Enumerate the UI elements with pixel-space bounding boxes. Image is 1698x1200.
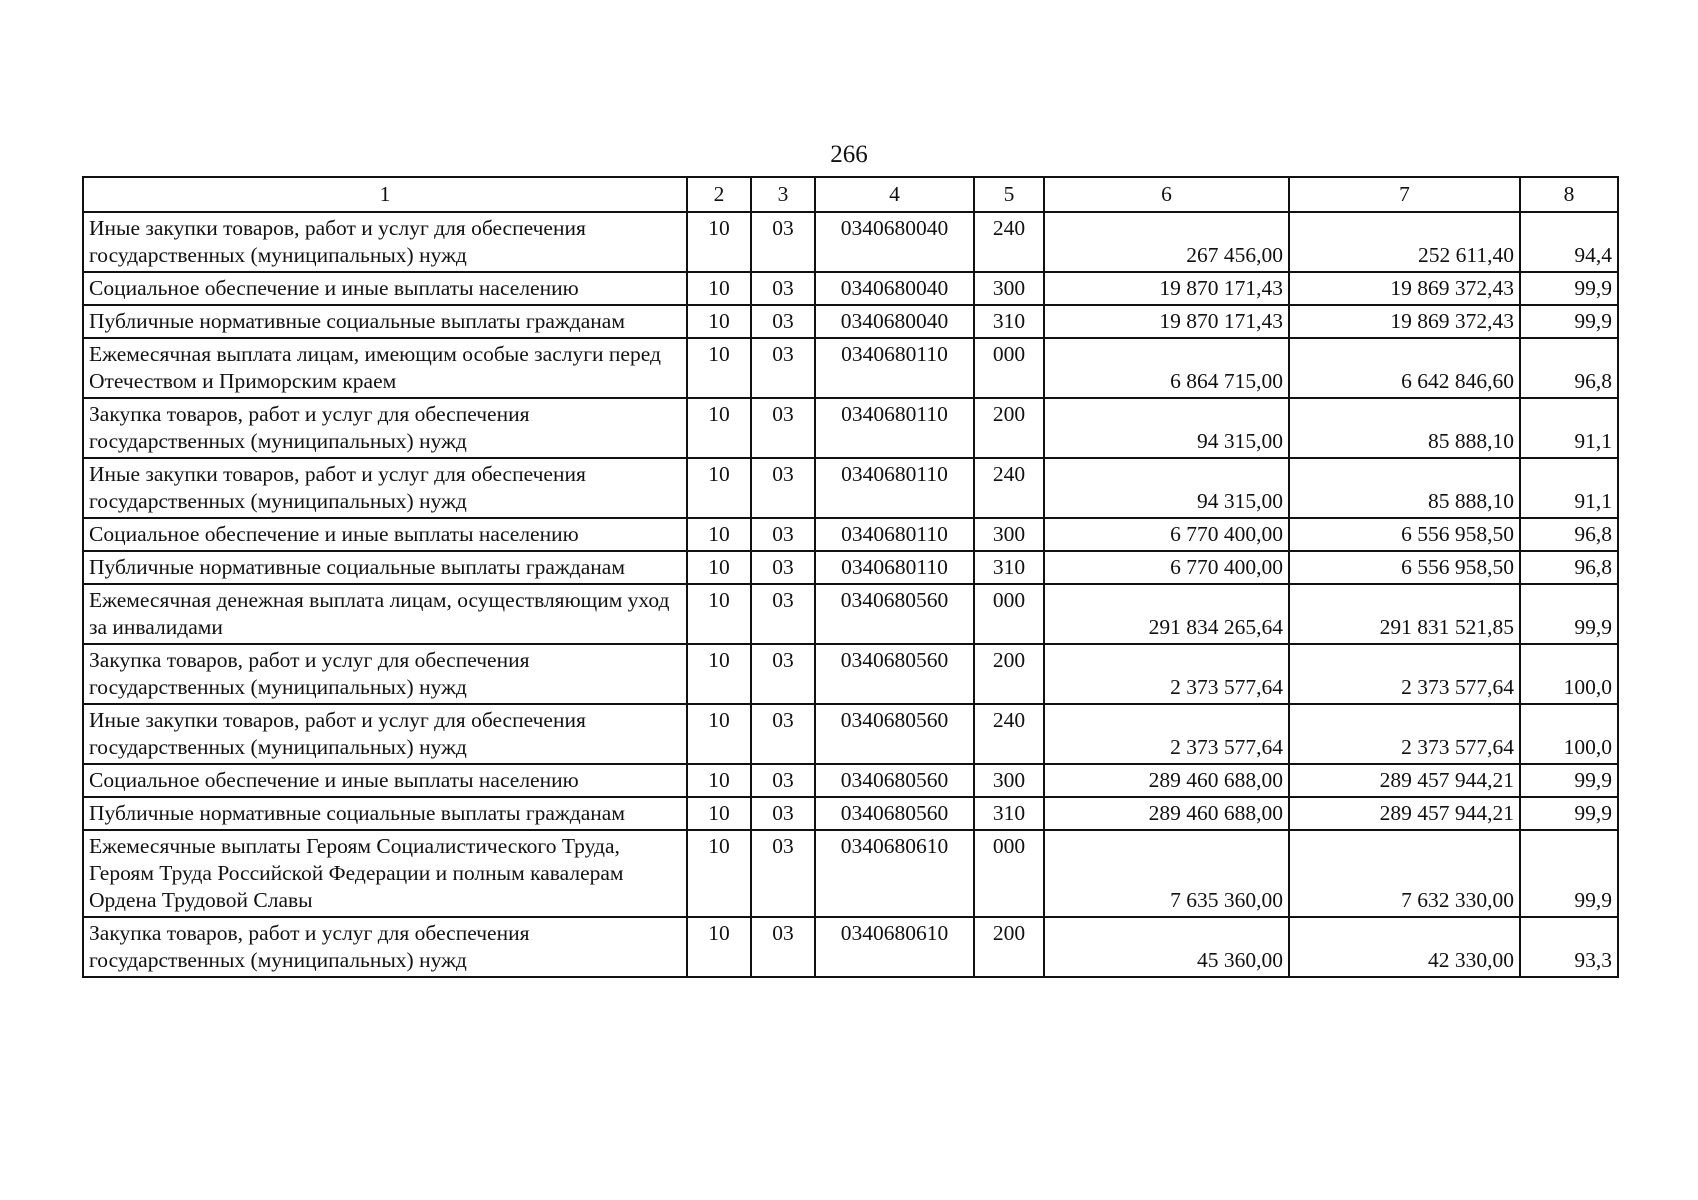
- execution-percent-cell: 96,8: [1520, 518, 1618, 551]
- target-article-cell: 0340680110: [815, 518, 974, 551]
- plan-amount-cell: 6 770 400,00: [1044, 551, 1289, 584]
- subsection-code-cell: 03: [751, 764, 815, 797]
- target-article-cell: 0340680560: [815, 797, 974, 830]
- execution-percent-cell: 99,9: [1520, 272, 1618, 305]
- subsection-code-cell: 03: [751, 644, 815, 704]
- section-code-cell: 10: [687, 644, 751, 704]
- section-code-cell: 10: [687, 398, 751, 458]
- subsection-code-cell: 03: [751, 584, 815, 644]
- target-article-cell: 0340680110: [815, 398, 974, 458]
- actual-amount-cell: 7 632 330,00: [1289, 830, 1520, 917]
- table-row: [83, 518, 1618, 551]
- plan-amount-cell: 94 315,00: [1044, 398, 1289, 458]
- section-code-cell: 10: [687, 212, 751, 272]
- header-cell: 2: [687, 177, 751, 212]
- header-cell: 7: [1289, 177, 1520, 212]
- subsection-code-cell: 03: [751, 305, 815, 338]
- execution-percent-cell: 99,9: [1520, 305, 1618, 338]
- subsection-code-cell: 03: [751, 917, 815, 977]
- row-name-cell: Ежемесячная выплата лицам, имеющим особые заслуги перед Отечеством и Приморским краем: [83, 338, 687, 398]
- row-name-cell: Публичные нормативные социальные выплаты гражданам: [83, 305, 687, 338]
- row-name-cell: Социальное обеспечение и иные выплаты населению: [83, 764, 687, 797]
- execution-percent-cell: 93,3: [1520, 917, 1618, 977]
- actual-amount-cell: 252 611,40: [1289, 212, 1520, 272]
- actual-amount-cell: 6 642 846,60: [1289, 338, 1520, 398]
- section-code-cell: 10: [687, 458, 751, 518]
- plan-amount-cell: 6 864 715,00: [1044, 338, 1289, 398]
- plan-amount-cell: 19 870 171,43: [1044, 272, 1289, 305]
- plan-amount-cell: 7 635 360,00: [1044, 830, 1289, 917]
- subsection-code-cell: 03: [751, 212, 815, 272]
- expense-type-cell: 240: [974, 458, 1044, 518]
- target-article-cell: 0340680560: [815, 584, 974, 644]
- subsection-code-cell: 03: [751, 398, 815, 458]
- target-article-cell: 0340680110: [815, 458, 974, 518]
- subsection-code-cell: 03: [751, 272, 815, 305]
- target-article-cell: 0340680040: [815, 272, 974, 305]
- actual-amount-cell: 85 888,10: [1289, 458, 1520, 518]
- row-name-cell: Публичные нормативные социальные выплаты гражданам: [83, 797, 687, 830]
- expense-type-cell: 240: [974, 212, 1044, 272]
- section-code-cell: 10: [687, 917, 751, 977]
- execution-percent-cell: 91,1: [1520, 458, 1618, 518]
- section-code-cell: 10: [687, 764, 751, 797]
- actual-amount-cell: 6 556 958,50: [1289, 518, 1520, 551]
- expense-type-cell: 310: [974, 797, 1044, 830]
- plan-amount-cell: 6 770 400,00: [1044, 518, 1289, 551]
- actual-amount-cell: 2 373 577,64: [1289, 704, 1520, 764]
- table-row: [83, 458, 1618, 518]
- actual-amount-cell: 6 556 958,50: [1289, 551, 1520, 584]
- actual-amount-cell: 2 373 577,64: [1289, 644, 1520, 704]
- section-code-cell: 10: [687, 797, 751, 830]
- row-name-cell: Публичные нормативные социальные выплаты гражданам: [83, 551, 687, 584]
- section-code-cell: 10: [687, 518, 751, 551]
- plan-amount-cell: 19 870 171,43: [1044, 305, 1289, 338]
- target-article-cell: 0340680610: [815, 917, 974, 977]
- execution-percent-cell: 99,9: [1520, 584, 1618, 644]
- table-row: [83, 398, 1618, 458]
- subsection-code-cell: 03: [751, 518, 815, 551]
- target-article-cell: 0340680110: [815, 551, 974, 584]
- subsection-code-cell: 03: [751, 338, 815, 398]
- actual-amount-cell: 19 869 372,43: [1289, 305, 1520, 338]
- table-row: [83, 797, 1618, 830]
- plan-amount-cell: 291 834 265,64: [1044, 584, 1289, 644]
- section-code-cell: 10: [687, 584, 751, 644]
- actual-amount-cell: 85 888,10: [1289, 398, 1520, 458]
- execution-percent-cell: 99,9: [1520, 797, 1618, 830]
- expense-type-cell: 200: [974, 917, 1044, 977]
- execution-percent-cell: 91,1: [1520, 398, 1618, 458]
- expense-type-cell: 000: [974, 338, 1044, 398]
- execution-percent-cell: 100,0: [1520, 644, 1618, 704]
- header-cell: 8: [1520, 177, 1618, 212]
- table-row: [83, 212, 1618, 272]
- table-row: [83, 584, 1618, 644]
- plan-amount-cell: 94 315,00: [1044, 458, 1289, 518]
- target-article-cell: 0340680560: [815, 764, 974, 797]
- expense-type-cell: 200: [974, 398, 1044, 458]
- actual-amount-cell: 19 869 372,43: [1289, 272, 1520, 305]
- table-row: [83, 551, 1618, 584]
- expense-type-cell: 300: [974, 272, 1044, 305]
- section-code-cell: 10: [687, 830, 751, 917]
- budget-table-body: [83, 177, 1618, 977]
- plan-amount-cell: 267 456,00: [1044, 212, 1289, 272]
- row-name-cell: Иные закупки товаров, работ и услуг для обеспечения государственных (муниципальных) нужд: [83, 212, 687, 272]
- table-row: [83, 704, 1618, 764]
- subsection-code-cell: 03: [751, 704, 815, 764]
- actual-amount-cell: 289 457 944,21: [1289, 797, 1520, 830]
- section-code-cell: 10: [687, 272, 751, 305]
- execution-percent-cell: 99,9: [1520, 830, 1618, 917]
- actual-amount-cell: 291 831 521,85: [1289, 584, 1520, 644]
- row-name-cell: Ежемесячные выплаты Героям Социалистического Труда, Героям Труда Российской Федерации и полным кавалерам Ордена Трудовой Славы: [83, 830, 687, 917]
- execution-percent-cell: 96,8: [1520, 551, 1618, 584]
- execution-percent-cell: 100,0: [1520, 704, 1618, 764]
- row-name-cell: Иные закупки товаров, работ и услуг для обеспечения государственных (муниципальных) нужд: [83, 704, 687, 764]
- budget-table: [82, 176, 1619, 978]
- subsection-code-cell: 03: [751, 458, 815, 518]
- execution-percent-cell: 96,8: [1520, 338, 1618, 398]
- row-name-cell: Социальное обеспечение и иные выплаты населению: [83, 518, 687, 551]
- page-number: 266: [830, 141, 868, 168]
- row-name-cell: Ежемесячная денежная выплата лицам, осуществляющим уход за инвалидами: [83, 584, 687, 644]
- section-code-cell: 10: [687, 338, 751, 398]
- target-article-cell: 0340680040: [815, 212, 974, 272]
- section-code-cell: 10: [687, 551, 751, 584]
- plan-amount-cell: 289 460 688,00: [1044, 764, 1289, 797]
- header-cell: 3: [751, 177, 815, 212]
- subsection-code-cell: 03: [751, 797, 815, 830]
- target-article-cell: 0340680110: [815, 338, 974, 398]
- table-row: [83, 338, 1618, 398]
- plan-amount-cell: 289 460 688,00: [1044, 797, 1289, 830]
- execution-percent-cell: 94,4: [1520, 212, 1618, 272]
- section-code-cell: 10: [687, 305, 751, 338]
- row-name-cell: Социальное обеспечение и иные выплаты населению: [83, 272, 687, 305]
- plan-amount-cell: 45 360,00: [1044, 917, 1289, 977]
- table-row: [83, 917, 1618, 977]
- row-name-cell: Закупка товаров, работ и услуг для обеспечения государственных (муниципальных) нужд: [83, 644, 687, 704]
- target-article-cell: 0340680560: [815, 644, 974, 704]
- expense-type-cell: 200: [974, 644, 1044, 704]
- expense-type-cell: 300: [974, 764, 1044, 797]
- table-row: [83, 830, 1618, 917]
- subsection-code-cell: 03: [751, 551, 815, 584]
- target-article-cell: 0340680040: [815, 305, 974, 338]
- table-row: [83, 644, 1618, 704]
- expense-type-cell: 310: [974, 551, 1044, 584]
- header-cell: 4: [815, 177, 974, 212]
- section-code-cell: 10: [687, 704, 751, 764]
- target-article-cell: 0340680560: [815, 704, 974, 764]
- actual-amount-cell: 289 457 944,21: [1289, 764, 1520, 797]
- row-name-cell: Закупка товаров, работ и услуг для обеспечения государственных (муниципальных) нужд: [83, 917, 687, 977]
- execution-percent-cell: 99,9: [1520, 764, 1618, 797]
- expense-type-cell: 000: [974, 830, 1044, 917]
- subsection-code-cell: 03: [751, 830, 815, 917]
- row-name-cell: Закупка товаров, работ и услуг для обеспечения государственных (муниципальных) нужд: [83, 398, 687, 458]
- expense-type-cell: 300: [974, 518, 1044, 551]
- header-cell: 1: [83, 177, 687, 212]
- table-row: [83, 272, 1618, 305]
- table-row: [83, 305, 1618, 338]
- row-name-cell: Иные закупки товаров, работ и услуг для обеспечения государственных (муниципальных) нужд: [83, 458, 687, 518]
- actual-amount-cell: 42 330,00: [1289, 917, 1520, 977]
- target-article-cell: 0340680610: [815, 830, 974, 917]
- expense-type-cell: 240: [974, 704, 1044, 764]
- header-cell: 5: [974, 177, 1044, 212]
- header-cell: 6: [1044, 177, 1289, 212]
- expense-type-cell: 310: [974, 305, 1044, 338]
- plan-amount-cell: 2 373 577,64: [1044, 704, 1289, 764]
- expense-type-cell: 000: [974, 584, 1044, 644]
- table-row: [83, 764, 1618, 797]
- plan-amount-cell: 2 373 577,64: [1044, 644, 1289, 704]
- table-header-row: [83, 177, 1618, 212]
